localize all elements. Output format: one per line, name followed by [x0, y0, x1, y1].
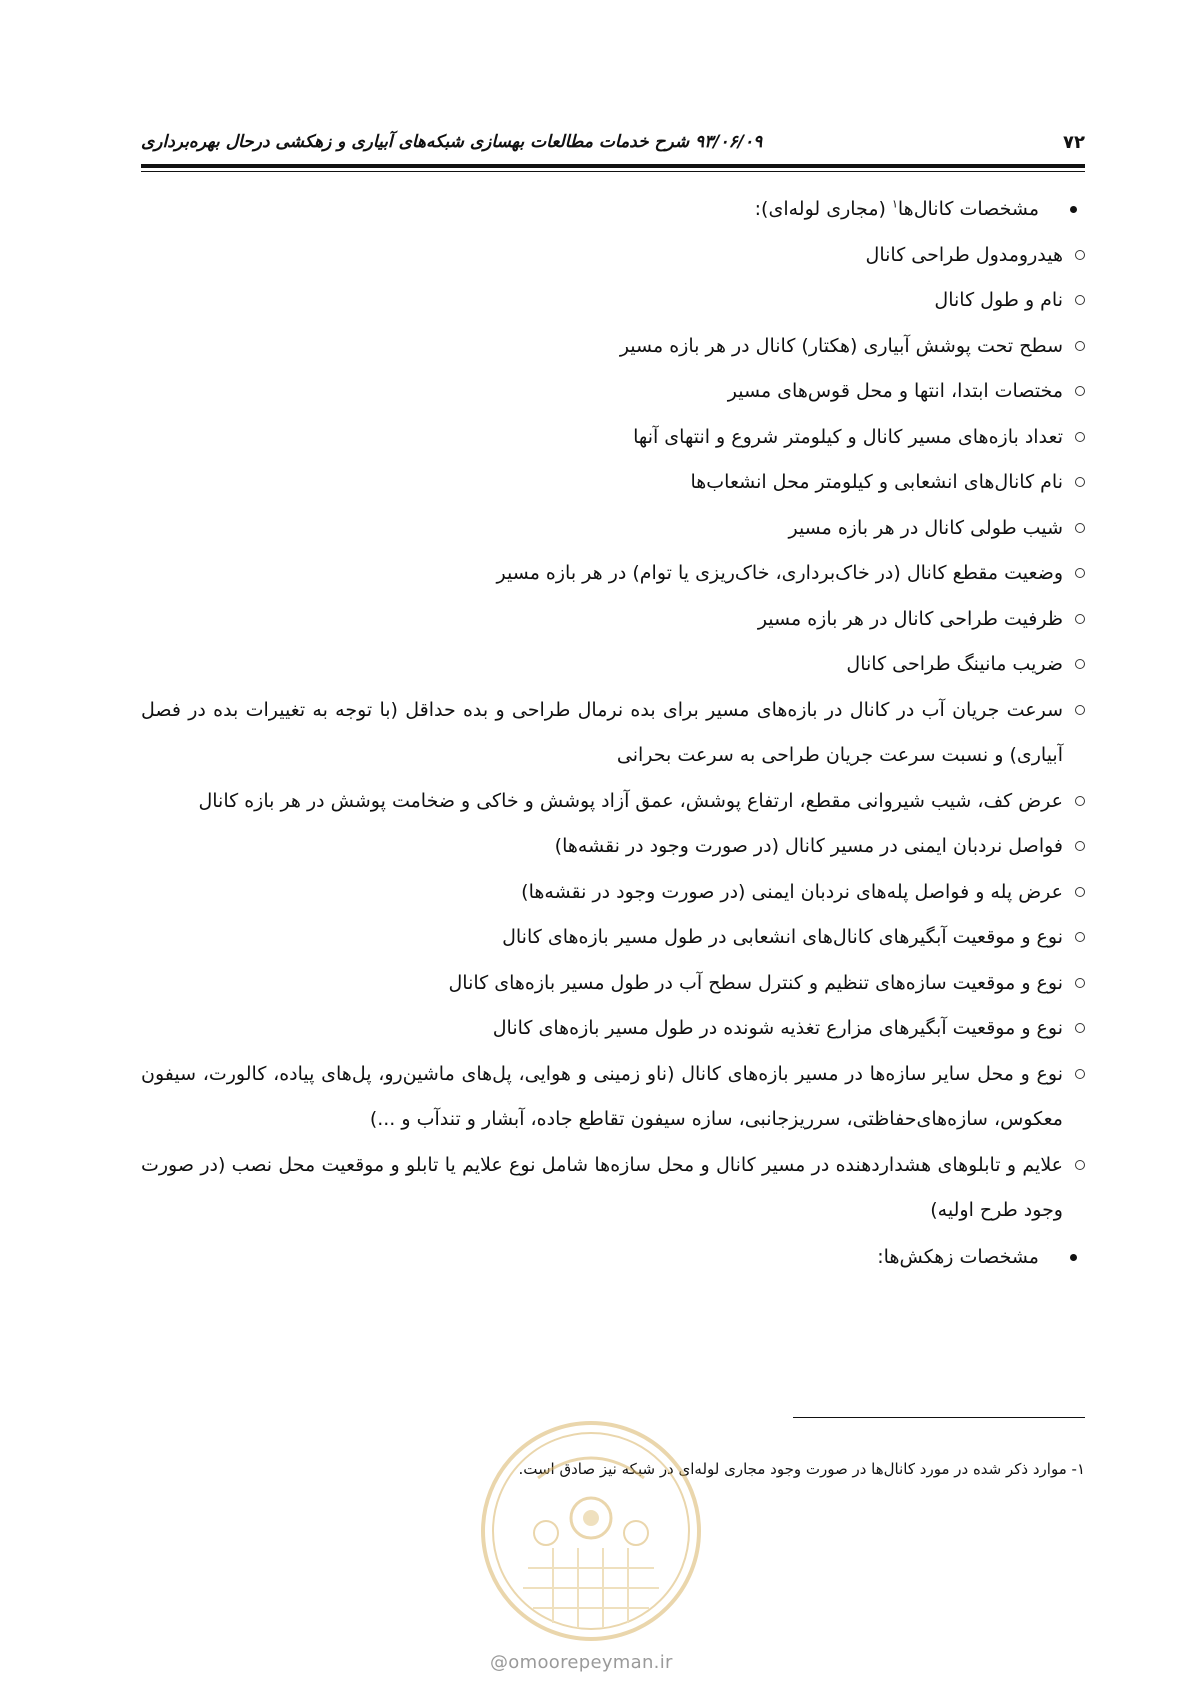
list-item: وضعیت مقطع کانال (در خاک‌برداری، خاک‌ریزی یا توام) در هر بازه مسیر: [141, 551, 1085, 597]
seal-watermark: [478, 1418, 704, 1644]
canal-spec-list: [141, 233, 1085, 1234]
list-item: علایم و تابلوهای هشداردهنده در مسیر کانال و محل سازه‌ها شامل نوع علایم یا تابلو و موقعیت محل نصب (در صورت وجود طرح اولیه): [141, 1143, 1085, 1234]
list-item: نوع و موقعیت سازه‌های تنظیم و کنترل سطح آب در طول مسیر بازه‌های کانال: [141, 961, 1085, 1007]
section-canals-heading: [141, 186, 1085, 233]
list-item: عرض کف، شیب شیروانی مقطع، ارتفاع پوشش، عمق آزاد پوشش و خاکی و ضخامت پوشش در هر بازه کانال: [141, 779, 1085, 825]
list-item: نام و طول کانال: [141, 278, 1085, 324]
list-item: هیدرومدول طراحی کانال: [141, 233, 1085, 279]
document-body: [141, 186, 1085, 1280]
header-rule-thin: [141, 171, 1085, 172]
list-item: شیب طولی کانال در هر بازه مسیر: [141, 506, 1085, 552]
website-watermark: @omoorepeyman.ir: [490, 1652, 673, 1673]
list-item: سرعت جریان آب در کانال در بازه‌های مسیر برای بده نرمال طراحی و بده حداقل (با توجه به تغییرات بده در فصل آبیاری) و نسبت سرعت جریان طراحی به سرعت بحرانی: [141, 688, 1085, 779]
footnote-rule: [793, 1417, 1085, 1418]
footnote-ref: ۱: [891, 197, 898, 211]
list-item: فواصل نردبان ایمنی در مسیر کانال (در صورت وجود در نقشه‌ها): [141, 824, 1085, 870]
list-item: نوع و موقعیت آبگیرهای مزارع تغذیه شونده در طول مسیر بازه‌های کانال: [141, 1006, 1085, 1052]
list-item: سطح تحت پوشش آبیاری (هکتار) کانال در هر بازه مسیر: [141, 324, 1085, 370]
section-drains-heading: مشخصات زهکش‌ها:: [141, 1234, 1085, 1281]
list-item: مختصات ابتدا، انتها و محل قوس‌های مسیر: [141, 369, 1085, 415]
header-title: ۹۳/۰۶/۰۹ شرح خدمات مطالعات بهسازی شبکه‌های آبیاری و زهکشی درحال بهره‌برداری: [141, 132, 763, 152]
list-item: نوع و محل سایر سازه‌ها در مسیر بازه‌های کانال (ناو زمینی و هوایی، پل‌های ماشین‌رو، پل‌های پیاده، کالورت، سیفون معکوس، سازه‌های‌حفاظتی، سرریزجانبی، سازه سیفون تقاطع جاده، آبشار و تندآب و ...): [141, 1052, 1085, 1143]
page-header: [141, 128, 1085, 158]
list-item: ضریب مانینگ طراحی کانال: [141, 642, 1085, 688]
list-item: ظرفیت طراحی کانال در هر بازه مسیر: [141, 597, 1085, 643]
list-item: نوع و موقعیت آبگیرهای کانال‌های انشعابی در طول مسیر بازه‌های کانال: [141, 915, 1085, 961]
list-item: تعداد بازه‌های مسیر کانال و کیلومتر شروع و انتهای آنها: [141, 415, 1085, 461]
header-rule-thick: [141, 164, 1085, 168]
footnote-text: ۱- موارد ذکر شده در مورد کانال‌ها در صورت وجود مجاری لوله‌ای در شبکه نیز صادق است.: [518, 1460, 1085, 1478]
section-label: مشخصات کانال‌ها: [897, 198, 1039, 220]
page-number: ۷۲: [1063, 132, 1085, 153]
list-item: نام کانال‌های انشعابی و کیلومتر محل انشعاب‌ها: [141, 460, 1085, 506]
list-item: عرض پله و فواصل پله‌های نردبان ایمنی (در صورت وجود در نقشه‌ها): [141, 870, 1085, 916]
section-label-suffix: (مجاری لوله‌ای):: [754, 198, 892, 220]
